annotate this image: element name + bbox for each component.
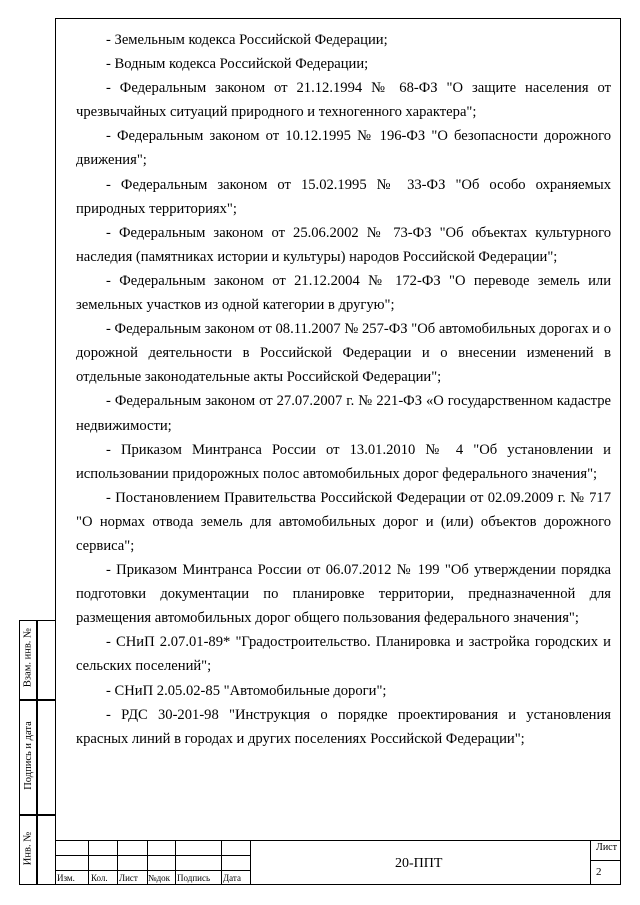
signature-date-value-cell (37, 700, 56, 815)
paragraph-3: - Федеральным законом от 21.12.1994 № 68-ФЗ "О защите населения от чрезвычайных ситуаций природного и техногенного характера"; (76, 80, 611, 121)
paragraph-9: - Федеральным законом от 27.07.2007 г. № 221-ФЗ «О государственном кадастре недвижимости; (76, 393, 611, 434)
paragraph-13: - СНиП 2.07.01-89* "Градостроительство. Планировка и застройка городских и сельских поселений"; (76, 634, 611, 675)
paragraph-5: - Федеральным законом от 15.02.1995 № 33-ФЗ "Об особо охраняемых природных территориях"; (76, 176, 611, 217)
col-label-count: Кол. (91, 873, 108, 883)
paragraph-14: - СНиП 2.05.02-85 "Автомобильные дороги"; (106, 682, 387, 699)
title-block (55, 840, 621, 885)
signature-date-label: Подпись и дата (23, 721, 34, 790)
col-label-doc-no: №док (148, 873, 171, 883)
paragraph-12: - Приказом Минтранса России от 06.07.2012 № 199 "Об утверждении порядка подготовки документации по планировке территории, предназначенной для размещения автомобильных дорог общего пользования федерального значения"; (76, 562, 611, 627)
document-body (76, 28, 611, 751)
paragraph-4: - Федеральным законом от 10.12.1995 № 196-ФЗ "О безопасности дорожного движения"; (76, 128, 611, 169)
col-label-date: Дата (223, 873, 241, 883)
inv-original-label: Инв. № (22, 831, 34, 866)
document-code: 20-ППТ (395, 856, 443, 871)
paragraph-1: - Земельным кодекса Российской Федерации; (106, 32, 388, 48)
col-label-sheet: Лист (119, 873, 138, 883)
sheet-label: Лист (596, 842, 617, 853)
col-label-signature: Подпись (177, 873, 211, 883)
sheet-number: 2 (596, 866, 602, 878)
paragraph-11: - Постановлением Правительства Российской Федерации от 02.09.2009 г. № 717 "О нормах отвода земель для автомобильных дорог и (или) объектов дорожного сервиса"; (76, 489, 611, 554)
paragraph-6: - Федеральным законом от 25.06.2002 № 73-ФЗ "Об объектах культурного наследия (памятниках истории и культуры) народов Российской Федерации"; (76, 224, 611, 265)
inv-original-value-cell (37, 815, 56, 885)
paragraph-15: - РДС 30-201-98 "Инструкция о порядке проектирования и установления красных линий в городах и других поселениях Российской Федерации"; (76, 706, 611, 747)
inv-substitute-label: Взам. инв. № (22, 627, 34, 688)
paragraph-2: - Водным кодекса Российской Федерации; (106, 56, 369, 73)
paragraph-7: - Федеральным законом от 21.12.2004 № 172-ФЗ "О переводе земель или земельных участков из одной категории в другую"; (76, 272, 611, 314)
col-label-change: Изм. (57, 873, 75, 883)
paragraph-8: - Федеральным законом от 08.11.2007 № 257-ФЗ "Об автомобильных дорогах и о дорожной деятельности в Российской Федерации и о внесении изменений в отдельные законодательные акты Российской Федерации"; (76, 321, 611, 386)
inv-substitute-value-cell (37, 620, 56, 700)
paragraph-10: - Приказом Минтранса России от 13.01.2010 № 4 "Об установлении и использовании придорожных полос автомобильных дорог федерального значения"; (76, 441, 611, 482)
